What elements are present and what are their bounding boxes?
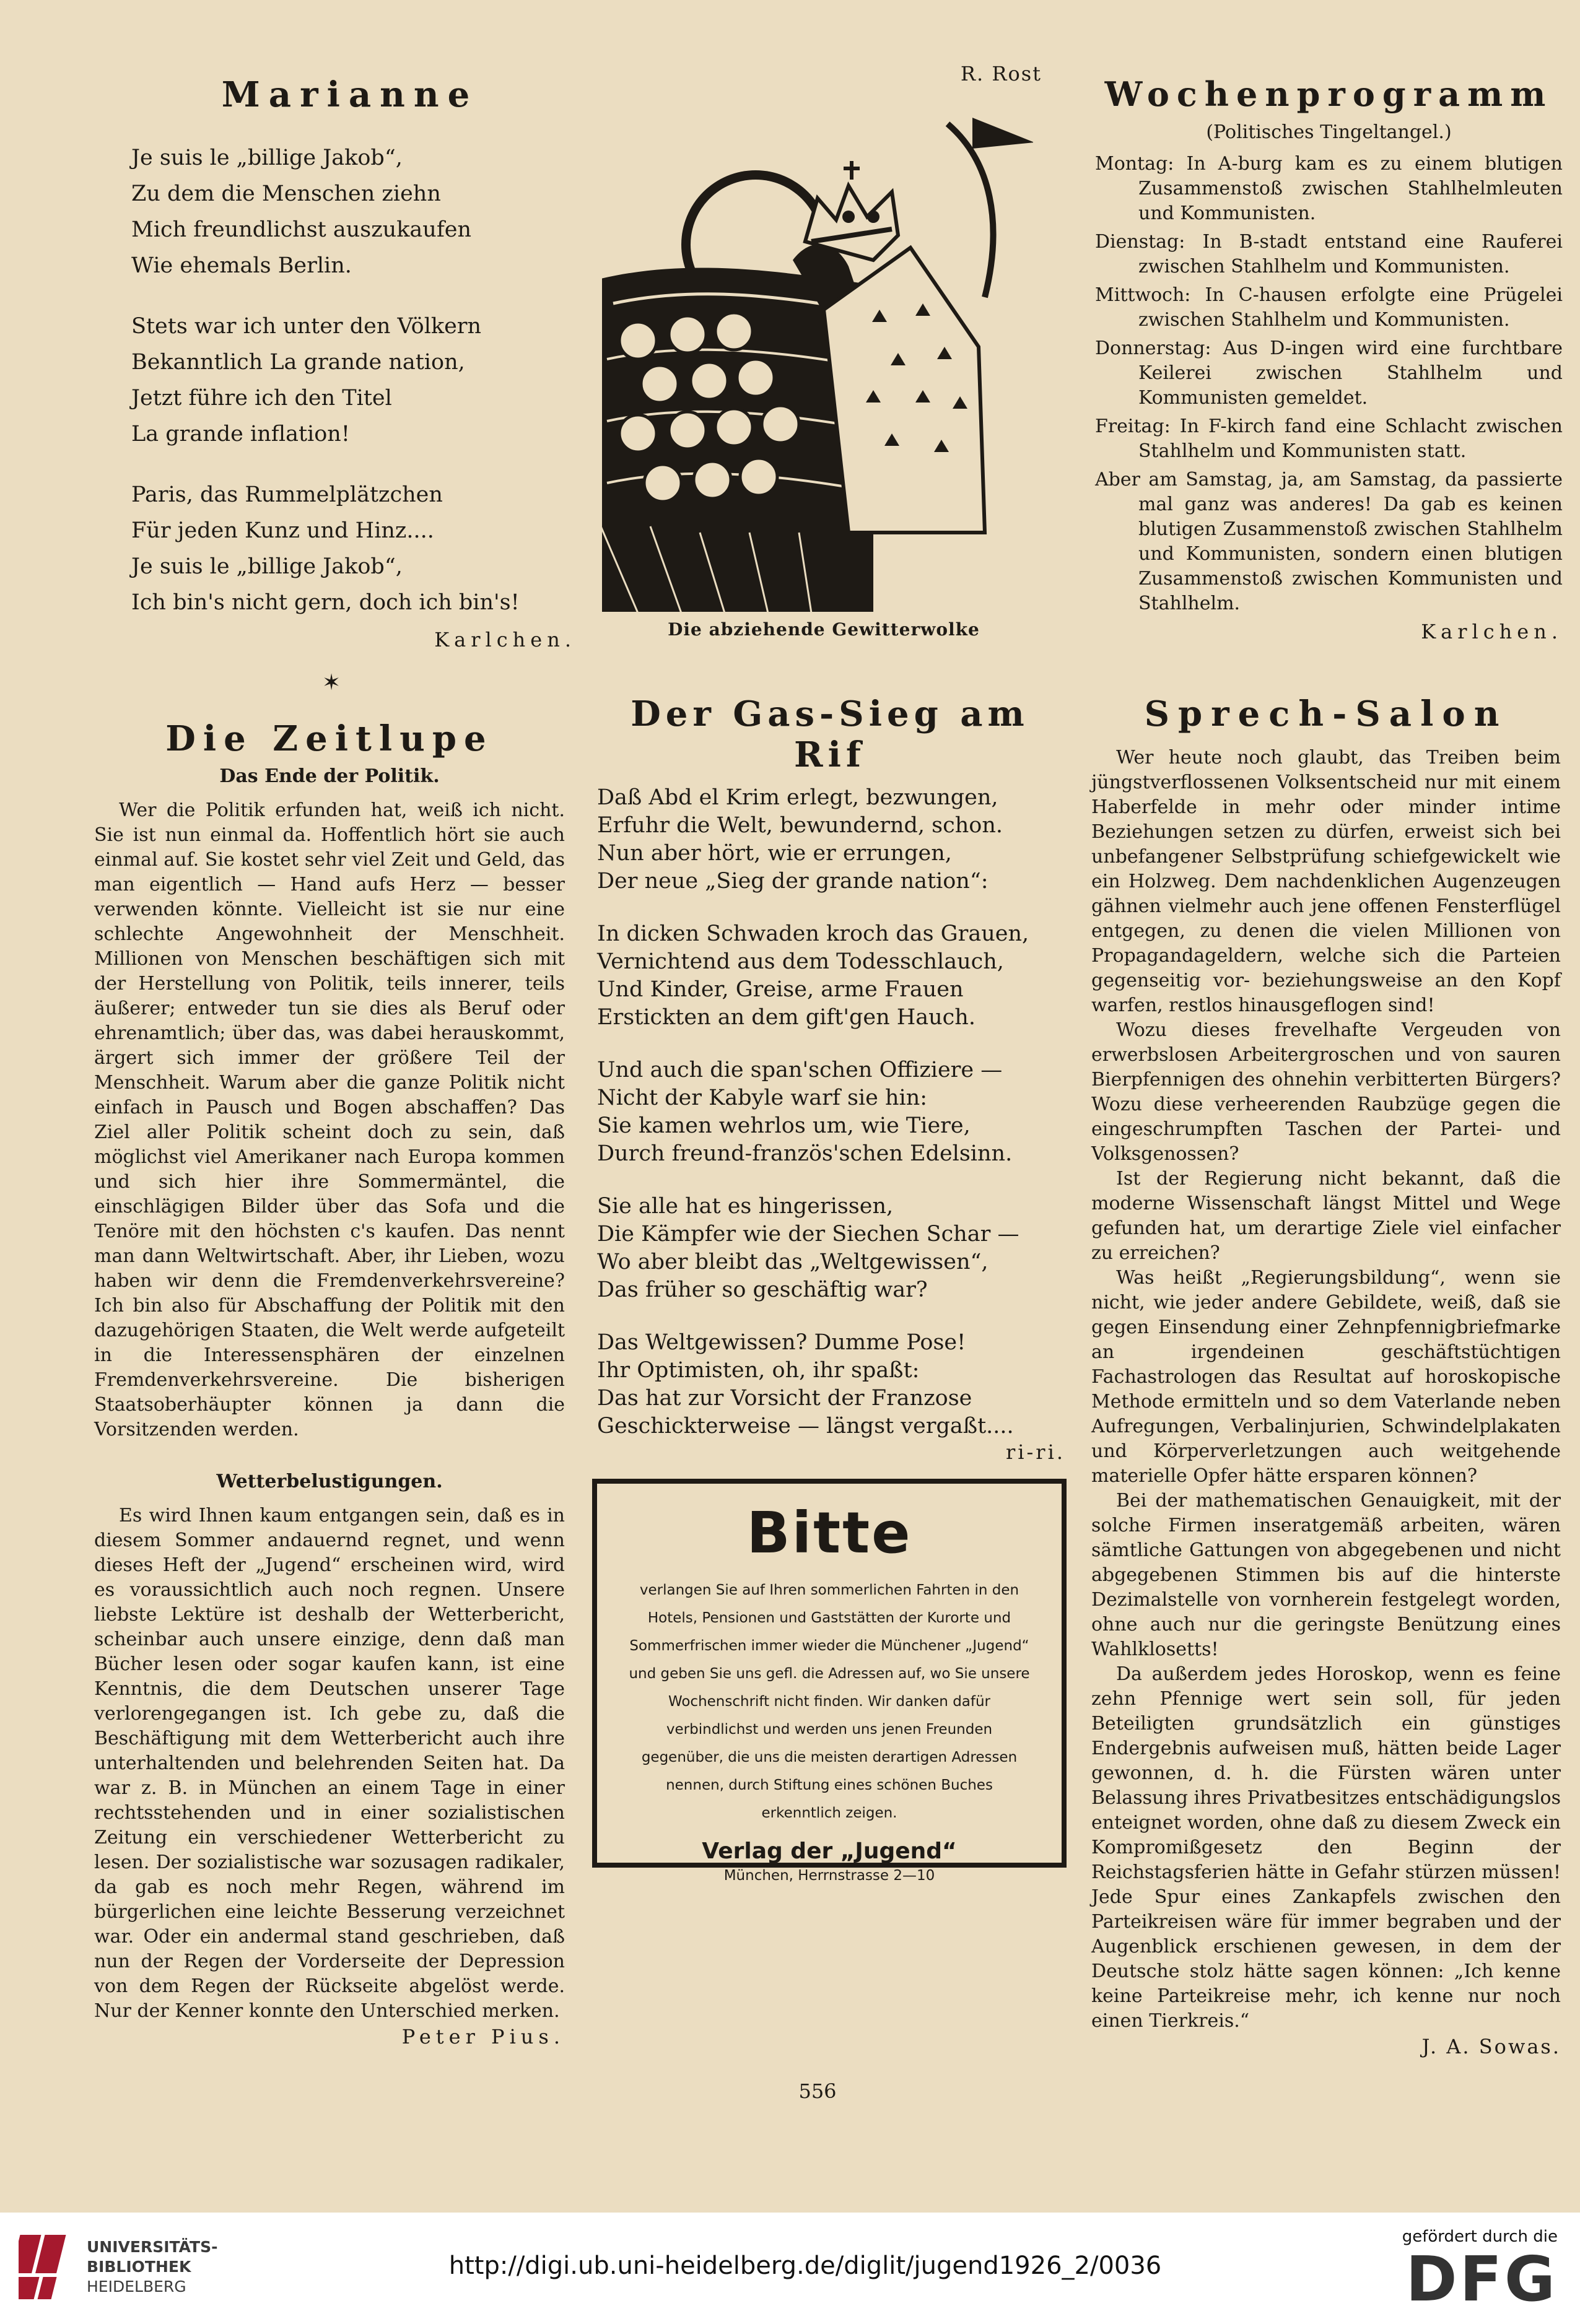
library-line: HEIDELBERG — [87, 2278, 186, 2296]
poem-line: Nun aber hört, wie er errungen, — [597, 841, 952, 866]
schedule-entry: Montag: In A-burg kam es zu einem blutigen Zusammenstoß zwischen Stahlhelmleuten und Kommunisten. — [1095, 153, 1563, 224]
sprechsalon-article — [1091, 694, 1561, 2058]
poem-line: Ich bin's nicht gern, doch ich bin's! — [131, 590, 520, 615]
poem-line: Die Kämpfer wie der Siechen Schar — — [597, 1222, 1019, 1247]
poem-line: Bekanntlich La grande nation, — [131, 350, 465, 375]
bitte-address: München, Herrnstrasse 2—10 — [723, 1868, 935, 1884]
poem-line: Sie alle hat es hingerissen, — [597, 1194, 894, 1219]
poem-line: Erstickten an dem gift'gen Hauch. — [597, 1005, 975, 1030]
sprechsalon-title: Sprech-Salon — [1144, 694, 1508, 734]
poem-line: Stets war ich unter den Völkern — [131, 314, 482, 339]
wochenprogramm-article — [1095, 74, 1563, 643]
zeitlupe-article — [94, 718, 565, 2048]
poem-line: Ihr Optimisten, oh, ihr spaßt: — [597, 1358, 920, 1383]
funded-by-label: gefördert durch die — [1402, 2227, 1558, 2246]
poem-line: In dicken Schwaden kroch das Grauen, — [597, 921, 1029, 946]
library-line: BIBLIOTHEK — [87, 2258, 191, 2276]
zeitlupe-section2 — [94, 1504, 565, 2024]
poem-line: Geschickterweise — längst vergaßt.... — [597, 1414, 1014, 1438]
zeitlupe-section1-heading: Das Ende der Politik. — [219, 765, 440, 787]
page-number: 556 — [798, 2079, 837, 2103]
paragraph: Da außerdem jedes Horoskop, wenn es feine zehn Pfennige wert sein soll, für jeden Beteiligten grundsätzlich ein günstiges Endergebnis aufweisen muß, hätten beide Lager gewonnen, d. h. die Fürsten wären unter Belassung ihres Privatbesitzes entschädigungslos enteignet worden, ohne daß zu diesem Zweck ein Kompromißgesetz den Beginn der Reichstagsferien hätte in Gefahr stürzen müssen! Jede Spur eines Zankapfels zwischen den Parteikreisen wäre für immer begraben und der Augenblick erschienen gewesen, in dem der Deutsche stolz hätte sagen können: „Ich kenne keine Parteikreise mehr, ich kenne nur noch einen Tierkreis.“ — [1091, 1663, 1561, 2032]
poem-line: Paris, das Rummelplätzchen — [131, 482, 443, 507]
ub-heidelberg-logo-icon — [19, 2226, 78, 2307]
marianne-signature: Karlchen. — [434, 628, 576, 651]
poem-line: Durch freund-französ'schen Edelsinn. — [597, 1141, 1013, 1166]
library-name[interactable] — [87, 2237, 217, 2297]
paragraph: Bei der mathematischen Genauigkeit, mit der solche Firmen inseratgemäß arbeiten, wären sämtliche Gattungen von abgegebenen und nicht abgegebenen Stimmen bis auf die hinterste Dezimalstelle von vornherein festgelegt worden, ohne auch nur die geringste Benützung eines Wahlklosetts! — [1091, 1490, 1561, 1660]
schedule-entry: Mittwoch: In C-hausen erfolgte eine Prügelei zwischen Stahlhelm und Kommunisten. — [1095, 284, 1563, 331]
illustration-block — [601, 62, 1047, 640]
gassieg-stanzas — [595, 784, 1065, 1440]
gassieg-stanza-2 — [597, 920, 1065, 1032]
marianne-stanzas — [124, 140, 576, 620]
poem-line: Zu dem die Menschen ziehn — [131, 181, 441, 206]
sprechsalon-signature: J. A. Sowas. — [1421, 2035, 1561, 2058]
wochenprogramm-subtitle: (Politisches Tingeltangel.) — [1206, 121, 1452, 143]
poem-line: Und Kinder, Greise, arme Frauen — [597, 977, 964, 1002]
bitte-advertisement — [592, 1479, 1067, 1884]
poem-line: Je suis le „billige Jakob“, — [131, 554, 403, 579]
bitte-heading: Bitte — [746, 1500, 912, 1566]
storm-cloud-illustration — [601, 99, 1047, 616]
poem-line: Wie ehemals Berlin. — [131, 253, 352, 278]
schedule-entry: Aber am Samstag, ja, am Samstag, da passierte mal ganz was anderes! Da gab es keinen blutigen Zusammenstoß zwischen Stahlhelm und Kommunisten, sondern einen blutigen Zusammenstoß zwischen Kommunisten und Stahlhelm. — [1095, 469, 1563, 614]
gassieg-stanza-5 — [597, 1329, 1065, 1440]
gassieg-signature: ri-ri. — [1005, 1440, 1065, 1464]
dfg-logo[interactable]: DFG — [1405, 2243, 1558, 2315]
wochenprogramm-entries — [1095, 152, 1563, 616]
bitte-text: verlangen Sie auf Ihren sommerlichen Fahrten in den Hotels, Pensionen und Gaststätten der Kurorte und Sommerfrischen immer wieder die Münchener „Jugend“ und geben Sie uns gefl. die Adressen auf, wo Sie unsere Wochenschrift nicht finden. Wir danken dafür verbindlichst und werden uns jenen Freunden gegenüber, die uns die meisten derartigen Adressen nennen, durch Stiftung eines schönen Buches erkenntlich zeigen. — [629, 1582, 1030, 1821]
poem-line: Das Weltgewissen? Dumme Pose! — [597, 1330, 966, 1355]
zeitlupe-section2-heading: Wetterbelustigungen. — [216, 1471, 443, 1492]
schedule-entry: Freitag: In F-kirch fand eine Schlacht zwischen Stahlhelm und Kommunisten statt. — [1095, 416, 1563, 462]
gassieg-poem — [595, 694, 1065, 1464]
poem-line: Erfuhr die Welt, bewundernd, schon. — [597, 813, 1003, 838]
poem-line: Daß Abd el Krim erlegt, bezwungen, — [597, 785, 998, 810]
wochenprogramm-signature: Karlchen. — [1421, 620, 1563, 643]
poem-line: Vernichtend aus dem Todesschlauch, — [597, 949, 1004, 974]
poem-line: Das früher so geschäftig war? — [597, 1277, 928, 1302]
poem-line: Der neue „Sieg der grande nation“: — [597, 869, 989, 894]
marianne-poem — [124, 74, 576, 651]
gassieg-stanza-3 — [597, 1056, 1065, 1168]
paragraph: Wer heute noch glaubt, das Treiben beim jüngstverflossenen Volksentscheid nur mit einem Haberfelde in mehr oder minder intime Beziehungen setzen zu dürfen, erweist sich bei unbefangener Selbstprüfung schiefgewickelt wie ein Holzweg. Dem nachdenklichen Augenzeugen gähnen vielmehr auch jene offenen Fensterflügel entgegen, zu denen die vielen Millionen von Propagandageldern, welche sich die Parteien gegenseitig vor- beziehungsweise an den Kopf warfen, restlos hinausgeflogen sind! — [1091, 747, 1561, 1016]
digital-library-footer — [0, 2213, 1580, 2324]
poem-line: Das hat zur Vorsicht der Franzose — [597, 1386, 972, 1411]
paragraph: Wozu dieses frevelhafte Vergeuden von erwerbslosen Arbeitergroschen und von sauren Bierpfennigen des ohnehin verbitterten Bürgers? Wozu diese verheerenden Raubzüge gegen die eingeschrumpften Taschen der Partei- und Volksgenossen? — [1091, 1019, 1561, 1165]
wochenprogramm-title: Wochenprogramm — [1104, 74, 1553, 114]
library-line: UNIVERSITÄTS- — [87, 2238, 218, 2256]
marianne-stanza-3 — [131, 477, 576, 620]
schedule-entry: Dienstag: In B-stadt entstand eine Rauferei zwischen Stahlhelm und Kommunisten. — [1095, 231, 1563, 277]
marianne-title: Marianne — [221, 74, 479, 115]
artist-signature: R. Rost — [960, 62, 1042, 85]
gassieg-stanza-1 — [597, 784, 1065, 895]
poem-line: Und auch die span'schen Offiziere — — [597, 1058, 1003, 1082]
zeitlupe-section1 — [94, 798, 565, 1442]
poem-line: Je suis le „billige Jakob“, — [131, 146, 403, 170]
poem-line: Sie kamen wehrlos um, wie Tiere, — [597, 1113, 971, 1138]
marianne-stanza-2 — [131, 308, 576, 452]
gassieg-title: Der Gas-Sieg am Rif — [631, 694, 1029, 775]
zeitlupe-signature: Peter Pius. — [401, 2025, 565, 2048]
paragraph: Es wird Ihnen kaum entgangen sein, daß es in diesem Sommer andauernd regnet, und wenn dieses Heft der „Jugend“ erscheinen wird, wird es voraussichtlich auch noch regnen. Unsere liebste Lektüre ist deshalb der Wetterbericht, scheinbar auch unsere einzige, denn daß man Bücher lesen oder sogar kaufen kann, ist eine Kenntnis, die dem Deutschen unserer Tage verlorengegangen ist. Ich gebe zu, daß die Beschäftigung mit dem Wetterbericht auch ihre unterhaltenden und belehrenden Seiten hat. Da war z. B. in München an einem Tage in einer rechtsstehenden und in einer sozialistischen Zeitung ein verschiedener Wetterbericht zu lesen. Der sozialistische war sozusagen radikaler, da gab es noch mehr Regen, während im bürgerlichen eine leichte Besserung verzeichnet war. Oder ein andermal stand geschrieben, daß nun der Regen der Vorderseite der Depression von dem Regen der Rückseite abgelöst werde. Nur der Kenner konnte den Unterschied merken. — [94, 1505, 565, 2022]
zeitlupe-title: Die Zeitlupe — [165, 718, 494, 759]
illustration-caption: Die abziehende Gewitterwolke — [668, 619, 980, 640]
paragraph: Wer die Politik erfunden hat, weiß ich nicht. Sie ist nun einmal da. Hoffentlich hört sie auch einmal auf. Sie kostet sehr viel Zeit und Geld, das man eigentlich — Hand aufs Herz — besser verwenden könnte. Vielleicht ist sie nur eine schlechte Angewohnheit der Menschheit. Millionen von Menschen beschäftigen sich mit der Herstellung von Politik, teils innerer, teils äußerer; entweder tun sie dies als Beruf oder ehrenamtlich; über das, was dabei herauskommt, ärgert sich immer der größere Teil der Menschheit. Warum aber die ganze Politik nicht einfach in Pausch und Bogen abschaffen? Das Ziel aller Politik scheint doch zu sein, daß möglichst viel Amerikaner nach Europa kommen und sich hier ihre Sommermäntel, die einschlägigen Bilder über das Sofa und die Tenöre mit den höchsten c's kaufen. Das nennt man dann Weltwirtschaft. Aber, ihr Lieben, wozu haben wir denn die Fremdenverkehrsvereine? Ich bin also für Abschaffung der Politik mit den dazugehörigen Staaten, die Welt werde aufgeteilt in die Interessensphären der einzelnen Fremdenverkehrsvereine. Die bisherigen Staatsoberhäupter können ja dann die Vorsitzenden werden. — [94, 799, 565, 1440]
paragraph: Was heißt „Regierungsbildung“, wenn sie nicht, wie jeder andere Gebildete, weiß, daß sie gegen Einsendung einer Zehnpfennigbriefmarke an irgendeinen geschäftstüchtigen Fachastrologen das Resultat auf horoskopische Methode ermitteln und so dem Vaterlande neben Aufregungen, Verbalinjurien, Schwindelplakaten und Körperverletzungen auch weitgehende materielle Opfer hätte ersparen können? — [1091, 1267, 1561, 1487]
poem-line: La grande inflation! — [131, 422, 350, 446]
permalink-url[interactable]: http://digi.ub.uni-heidelberg.de/diglit/jugend1926_2/0036 — [448, 2252, 1162, 2280]
poem-line: Mich freundlichst auszukaufen — [131, 217, 472, 242]
sprechsalon-body — [1091, 746, 1561, 2034]
bitte-publisher: Verlag der „Jugend“ — [702, 1839, 957, 1864]
paragraph: Ist der Regierung nicht bekannt, daß die moderne Wissenschaft längst Mittel und Wege gefunden hat, um derartige Ziele viel einfacher zu erreichen? — [1091, 1168, 1561, 1264]
poem-line: Nicht der Kabyle warf sie hin: — [597, 1086, 928, 1110]
marianne-stanza-1 — [131, 140, 576, 284]
poem-line: Für jeden Kunz und Hinz.... — [131, 518, 434, 543]
gassieg-stanza-4 — [597, 1193, 1065, 1304]
poem-line: Wo aber bleibt das „Weltgewissen“, — [597, 1250, 989, 1274]
poem-line: Jetzt führe ich den Titel — [131, 386, 392, 411]
separator-star-icon: ✶ — [322, 670, 341, 695]
schedule-entry: Donnerstag: Aus D-ingen wird eine furchtbare Keilerei zwischen Stahlhelm und Kommunisten gemeldet. — [1095, 337, 1563, 409]
